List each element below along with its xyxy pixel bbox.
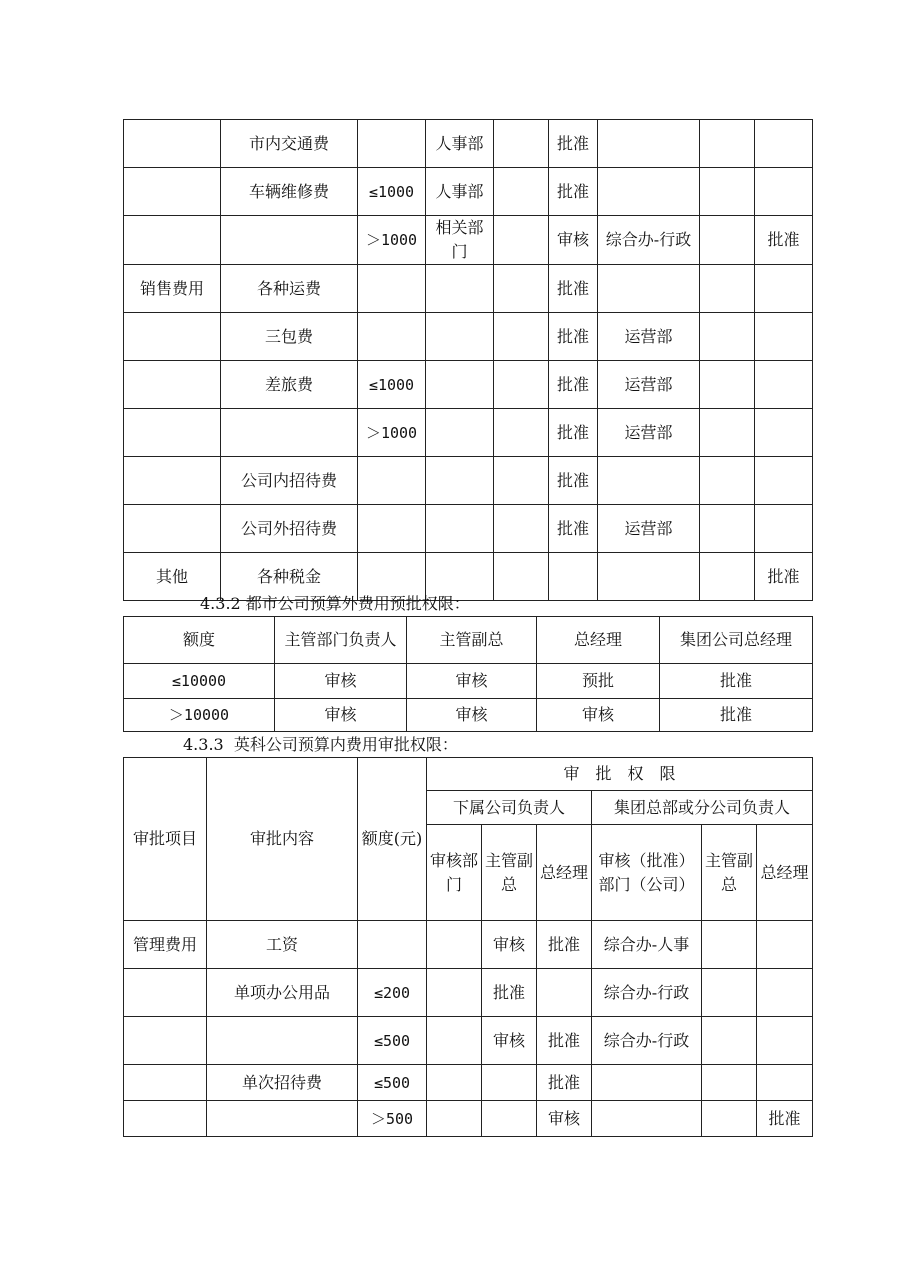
table-row (124, 361, 813, 409)
table-cell (700, 265, 755, 313)
table-cell (494, 265, 549, 313)
table-cell (426, 505, 494, 553)
table-row (124, 120, 813, 168)
table-cell (755, 361, 813, 409)
table-cell (755, 168, 813, 216)
table-cell: ≤1000 (358, 168, 426, 216)
table-cell (207, 1017, 358, 1065)
table-cell (537, 969, 592, 1017)
table-cell (755, 505, 813, 553)
table-cell: 运营部 (598, 505, 700, 553)
table-cell (700, 120, 755, 168)
table-cell: ＞1000 (358, 409, 426, 457)
table-row (124, 664, 813, 699)
table-cell (757, 921, 813, 969)
table-cell (755, 457, 813, 505)
table-cell (124, 505, 221, 553)
table-cell: 各种税金 (221, 553, 358, 601)
cell: 审核 (275, 699, 407, 732)
header-dept-head: 主管部门负责人 (275, 617, 407, 664)
table-cell: 批准 (549, 457, 598, 505)
table-cell: ≤200 (358, 969, 427, 1017)
table-cell: 批准 (549, 361, 598, 409)
table-cell (124, 216, 221, 265)
table-cell: 批准 (549, 168, 598, 216)
table-cell (702, 1017, 757, 1065)
table-row (124, 168, 813, 216)
table-cell (494, 457, 549, 505)
table-cell: 管理费用 (124, 921, 207, 969)
table-cell (124, 313, 221, 361)
table-cell: 审核 (537, 1101, 592, 1137)
table-cell (358, 921, 427, 969)
table-cell (482, 1065, 537, 1101)
table-cell (427, 1017, 482, 1065)
header-amount: 额度(元) (358, 758, 427, 921)
cell: ＞10000 (124, 699, 275, 732)
table-cell (598, 457, 700, 505)
table-cell (207, 1101, 358, 1137)
table-cell (124, 969, 207, 1017)
header-gm: 总经理 (537, 825, 592, 921)
table-cell (494, 553, 549, 601)
table-row (124, 699, 813, 732)
table-cell (598, 553, 700, 601)
table-row (124, 1065, 813, 1101)
table-cell: 批准 (757, 1101, 813, 1137)
table-cell (124, 120, 221, 168)
table-cell: ＞500 (358, 1101, 427, 1137)
table-cell (700, 168, 755, 216)
header-gm: 总经理 (757, 825, 813, 921)
table-row (124, 1017, 813, 1065)
table-row (124, 313, 813, 361)
table-cell (427, 969, 482, 1017)
table-cell: 批准 (549, 265, 598, 313)
table-cell: 差旅费 (221, 361, 358, 409)
table-cell (700, 409, 755, 457)
table-cell (494, 168, 549, 216)
table-cell (700, 457, 755, 505)
in-budget-approval-table (123, 757, 813, 1137)
table-row (124, 457, 813, 505)
table-cell: 批准 (549, 120, 598, 168)
table-cell (124, 361, 221, 409)
table-cell (755, 120, 813, 168)
table-cell: ≤500 (358, 1017, 427, 1065)
table-cell (124, 168, 221, 216)
table-cell: 审核 (482, 1017, 537, 1065)
table-cell (494, 505, 549, 553)
table-cell (757, 969, 813, 1017)
table-cell (700, 505, 755, 553)
table-cell: 相关部门 (426, 216, 494, 265)
header-approve-dept: 审核（批准）部门（公司） (592, 825, 702, 921)
table-cell (482, 1101, 537, 1137)
header-review-dept: 审核部门 (427, 825, 482, 921)
table-cell: 公司内招待费 (221, 457, 358, 505)
table-cell: 批准 (537, 1017, 592, 1065)
table-cell (494, 409, 549, 457)
table-cell (426, 361, 494, 409)
table-cell (598, 120, 700, 168)
table-cell (494, 313, 549, 361)
table-cell: 综合办-行政 (592, 1017, 702, 1065)
header-vp: 主管副总 (702, 825, 757, 921)
table-cell: 批准 (537, 1065, 592, 1101)
cell: 预批 (537, 664, 660, 699)
table-cell: 人事部 (426, 168, 494, 216)
table-cell (549, 553, 598, 601)
table-cell: 销售费用 (124, 265, 221, 313)
table-cell: 批准 (482, 969, 537, 1017)
table-cell (702, 921, 757, 969)
header-sub-company: 下属公司负责人 (427, 791, 592, 825)
table-cell (757, 1065, 813, 1101)
table-cell (358, 457, 426, 505)
table-cell (427, 1065, 482, 1101)
header-vp: 主管副总 (482, 825, 537, 921)
table-cell (757, 1017, 813, 1065)
approval-table-continued (123, 119, 813, 601)
table-cell: 综合办-行政 (598, 216, 700, 265)
table-cell (124, 1065, 207, 1101)
table-cell (755, 313, 813, 361)
table-cell (426, 409, 494, 457)
table-cell: 运营部 (598, 409, 700, 457)
table-cell (426, 457, 494, 505)
table-cell: 各种运费 (221, 265, 358, 313)
table-cell (124, 457, 221, 505)
table-cell (494, 120, 549, 168)
table-cell (358, 265, 426, 313)
cell: 批准 (660, 699, 813, 732)
section-caption-4-3-2: 4.3.2 都市公司预算外费用预批权限： (200, 594, 470, 613)
cell: ≤10000 (124, 664, 275, 699)
table-cell (221, 409, 358, 457)
cell: 审核 (407, 664, 537, 699)
table-row (124, 505, 813, 553)
table-cell: 综合办-人事 (592, 921, 702, 969)
section-caption-4-3-3: 4.3.3 英科公司预算内费用审批权限： (183, 735, 458, 754)
table-cell: ≤1000 (358, 361, 426, 409)
table-row (124, 216, 813, 265)
table-cell: 工资 (207, 921, 358, 969)
table-cell (700, 216, 755, 265)
table-cell (358, 120, 426, 168)
cell: 审核 (407, 699, 537, 732)
table-cell (700, 361, 755, 409)
table-cell (427, 921, 482, 969)
header-gm: 总经理 (537, 617, 660, 664)
table-cell (427, 1101, 482, 1137)
table-cell: 审核 (549, 216, 598, 265)
table-cell (702, 1065, 757, 1101)
table-cell: 单次招待费 (207, 1065, 358, 1101)
table-cell (426, 313, 494, 361)
table-cell: 批准 (549, 313, 598, 361)
table-cell (124, 1101, 207, 1137)
table-cell: 综合办-行政 (592, 969, 702, 1017)
table-cell (494, 216, 549, 265)
table-row (124, 921, 813, 969)
header-group-gm: 集团公司总经理 (660, 617, 813, 664)
table-cell (598, 168, 700, 216)
extra-budget-preapproval-table (123, 616, 813, 732)
table-cell (426, 265, 494, 313)
table-cell: 市内交通费 (221, 120, 358, 168)
cell: 审核 (275, 664, 407, 699)
table-cell (592, 1065, 702, 1101)
table-cell (358, 313, 426, 361)
table-cell (700, 553, 755, 601)
header-item: 审批项目 (124, 758, 207, 921)
table-cell (702, 1101, 757, 1137)
table-cell: ≤500 (358, 1065, 427, 1101)
table-cell (700, 313, 755, 361)
table-row (124, 969, 813, 1017)
table-cell: 运营部 (598, 361, 700, 409)
header-amount: 额度 (124, 617, 275, 664)
table-cell (702, 969, 757, 1017)
table-row (124, 409, 813, 457)
table-cell (598, 265, 700, 313)
table-cell: 三包费 (221, 313, 358, 361)
header-authority: 审 批 权 限 (427, 758, 813, 791)
table-cell (124, 1017, 207, 1065)
table-cell: 批准 (549, 409, 598, 457)
table-cell (358, 505, 426, 553)
table-cell (592, 1101, 702, 1137)
header-content: 审批内容 (207, 758, 358, 921)
table-row (124, 265, 813, 313)
table-cell: 车辆维修费 (221, 168, 358, 216)
table-cell: 其他 (124, 553, 221, 601)
table-cell: 批准 (549, 505, 598, 553)
table-cell: 人事部 (426, 120, 494, 168)
table-cell: 审核 (482, 921, 537, 969)
header-vp: 主管副总 (407, 617, 537, 664)
table-cell: 单项办公用品 (207, 969, 358, 1017)
table-cell: 运营部 (598, 313, 700, 361)
table-cell: 公司外招待费 (221, 505, 358, 553)
table-cell: 批准 (755, 216, 813, 265)
table-cell (124, 409, 221, 457)
table-cell (494, 361, 549, 409)
table-cell: 批准 (537, 921, 592, 969)
header-group: 集团总部或分公司负责人 (592, 791, 813, 825)
table-row (124, 1101, 813, 1137)
table-cell: 批准 (755, 553, 813, 601)
table-cell (755, 409, 813, 457)
table-cell (221, 216, 358, 265)
table-cell: ＞1000 (358, 216, 426, 265)
cell: 审核 (537, 699, 660, 732)
table-cell (755, 265, 813, 313)
cell: 批准 (660, 664, 813, 699)
